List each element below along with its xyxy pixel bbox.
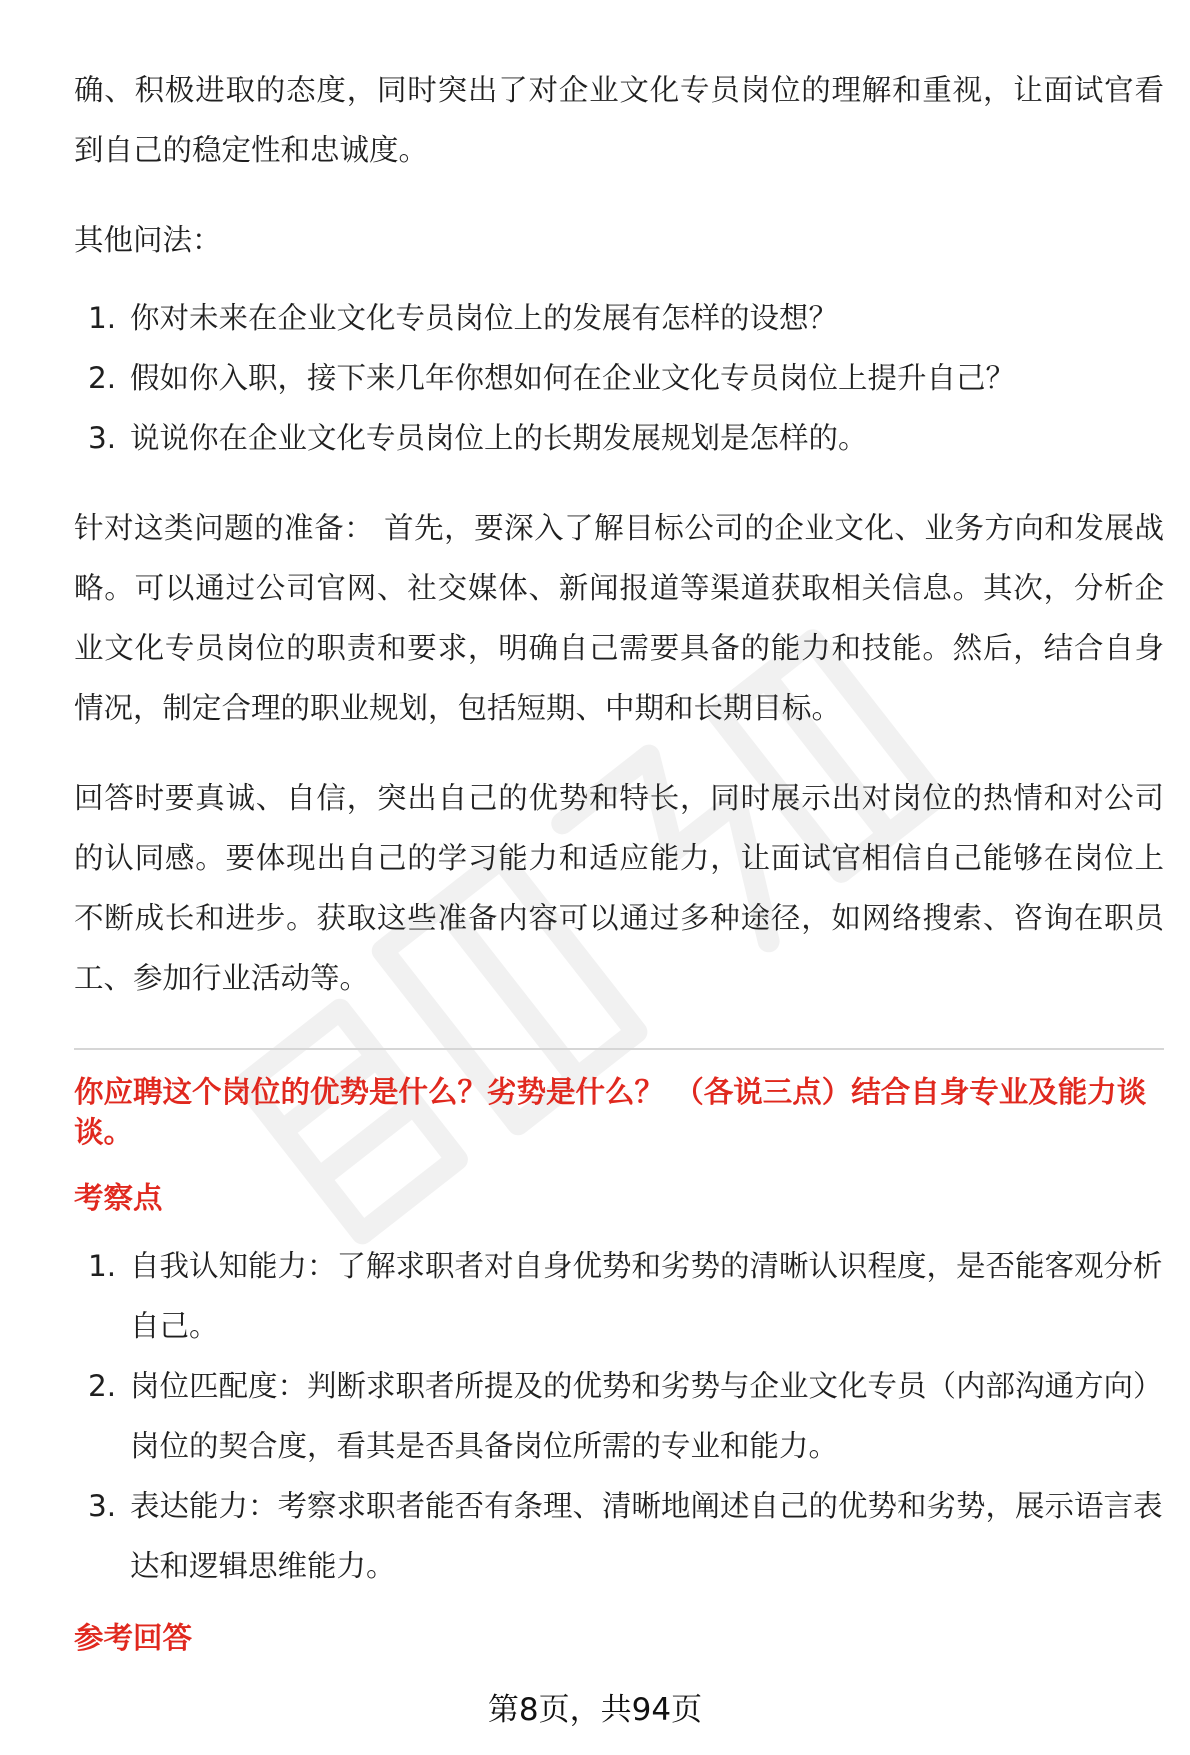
answer-tips-paragraph: 回答时要真诚、自信，突出自己的优势和特长，同时展示出对岗位的热情和对公司的认同感。要体现出自己的学习能力和适应能力，让面试官相信自己能够在岗位上不断成长和进步。获取这些准备内容可以通过多种途径，如网络搜索、咨询在职员工、参加行业活动等。 — [74, 781, 1164, 995]
intro-paragraph: 确、积极进取的态度，同时突出了对企业文化专员岗位的理解和重视，让面试官看到自己的稳定性和忠诚度。 — [74, 73, 1164, 167]
list-item: 1. 你对未来在企业文化专员岗位上的发展有怎样的设想？ — [88, 301, 839, 335]
exam-points-heading: 考察点 — [74, 1181, 163, 1215]
other-questions-list — [74, 288, 1164, 468]
list-item: 1. 自我认知能力：了解求职者对自身优势和劣势的清晰认识程度，是否能客观分析自己。 — [88, 1249, 1163, 1343]
list-item: 3. 说说你在企业文化专员岗位上的长期发展规划是怎样的。 — [88, 421, 868, 455]
preparation-paragraph: 针对这类问题的准备： 首先，要深入了解目标公司的企业文化、业务方向和发展战略。可以通过公司官网、社交媒体、新闻报道等渠道获取相关信息。其次，分析企业文化专员岗位的职责和要求，明确自己需要具备的能力和技能。然后，结合自身情况，制定合理的职业规划，包括短期、中期和长期目标。 — [74, 511, 1164, 725]
list-item: 2. 假如你入职，接下来几年你想如何在企业文化专员岗位上提升自己？ — [88, 361, 1016, 395]
section-divider — [74, 1048, 1164, 1050]
question-heading: 你应聘这个岗位的优势是什么？劣势是什么？ （各说三点）结合自身专业及能力谈谈。 — [74, 1075, 1147, 1149]
other-questions-label: 其他问法： — [74, 223, 222, 257]
reference-answer-heading: 参考回答 — [74, 1621, 193, 1655]
list-item: 3. 表达能力：考察求职者能否有条理、清晰地阐述自己的优势和劣势，展示语言表达和逻辑思维能力。 — [88, 1489, 1163, 1583]
page-indicator: 第8页，共94页 — [487, 1692, 703, 1728]
document-page — [74, 60, 1164, 1676]
exam-points-list — [74, 1236, 1164, 1596]
list-item: 2. 岗位匹配度：判断求职者所提及的优势和劣势与企业文化专员（内部沟通方向）岗位的契合度，看其是否具备岗位所需的专业和能力。 — [88, 1369, 1163, 1463]
